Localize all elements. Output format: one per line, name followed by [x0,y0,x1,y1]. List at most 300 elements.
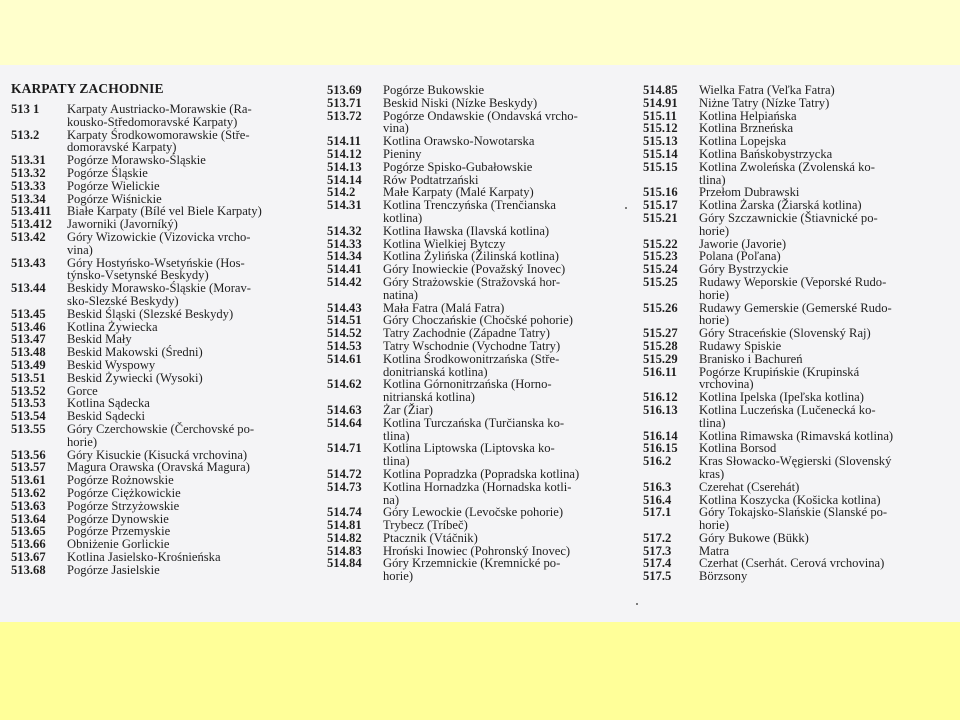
region-name: kousko-Středomoravské Karpaty) [67,114,238,129]
entry-row [327,404,627,417]
entry-row [11,308,311,321]
region-name: Kotlina Zwoleńska (Zvolenská ko- [699,159,875,174]
entry-row [327,532,627,545]
entry-row [11,385,311,398]
region-name: Tatry Zachodnie (Západne Tatry) [383,326,550,341]
region-name: týnsko-Vsetynské Beskydy) [67,268,209,283]
region-name: Pogórze Jasielskie [67,562,160,577]
entry-row [327,276,627,289]
region-name: Magura Orawska (Oravská Magura) [67,460,250,475]
region-name: Kras Słowacko-Węgierski (Slovenský [699,454,892,469]
region-code: 515.22 [643,236,678,251]
region-name: Góry Hostyńsko-Wsetyńskie (Hos- [67,255,245,270]
entry-list [327,84,627,583]
region-code: 513.65 [11,524,46,539]
entry-row [643,250,943,263]
region-name: Niżne Tatry (Nízke Tatry) [699,95,830,110]
region-name: Pogórze Spisko-Gubałowskie [383,159,533,174]
region-name: nitrianská kotlina) [383,390,475,405]
region-name: horie) [699,313,730,328]
region-name: Hroński Inowiec (Pohronský Inovec) [383,543,571,558]
region-code [643,417,699,430]
region-code: 513.2 [11,127,40,142]
region-name: tlina) [383,428,410,443]
region-name: domoravské Karpaty) [67,140,177,155]
region-code: 513.411 [11,204,52,219]
entry-row [327,417,627,430]
entry-continuation-row [327,391,627,404]
region-code [643,225,699,238]
region-name: Wielka Fatra (Veľka Fatra) [699,83,835,97]
region-code: 515.12 [643,121,678,136]
region-code: 513.71 [327,95,362,110]
region-code: 515.23 [643,249,678,264]
region-name: Kotlina Wielkiej Bytczy [383,236,506,251]
region-code: 517.5 [643,569,672,584]
region-code [327,289,383,302]
region-code: 513.56 [11,447,46,462]
region-code: 513.67 [11,549,46,564]
region-code: 513.69 [327,83,362,97]
region-code: 513.47 [11,332,46,347]
region-name: vrchovina) [699,377,754,392]
region-code: 515.15 [643,159,678,174]
region-code: 514.73 [327,479,362,494]
entry-row [643,391,943,404]
entry-continuation-row [327,212,627,225]
region-code: 514.32 [327,223,362,238]
region-code: 516.15 [643,441,678,456]
region-code: 513.43 [11,255,46,270]
entry-row [11,180,311,193]
region-name: sko-Slezské Beskydy) [67,293,179,308]
region-code: 516.14 [643,428,678,443]
region-name: Pogórze Strzyżowskie [67,498,180,513]
region-name: Kotlina Żywiecka [67,319,158,334]
region-code: 517.3 [643,543,672,558]
region-code: 513.34 [11,191,46,206]
region-name: Kotlina Jasielsko-Krośnieńska [67,549,221,564]
section-heading: KARPATY ZACHODNIE [11,81,164,96]
region-code: 514.83 [327,543,362,558]
column-3 [643,84,943,583]
region-name: horie) [383,569,414,584]
top-background-band [0,0,960,65]
entry-row [643,122,943,135]
entry-row [327,161,627,174]
entry-row [11,321,311,334]
region-name: horie) [699,287,730,302]
region-code: 514.2 [327,185,356,200]
region-name: Rudawy Weporskie (Veporské Rudo- [699,274,887,289]
region-name: Jaworie (Javorie) [699,236,787,251]
region-code [643,289,699,302]
region-name: Beskid Żywiecki (Wysoki) [67,370,203,385]
entry-row [11,397,311,410]
entry-row [643,532,943,545]
column-2 [327,84,627,583]
region-code: 516.2 [643,454,672,469]
entry-continuation-row [327,289,627,302]
region-name: Góry Wizowickie (Vizovicka vrcho- [67,229,251,244]
region-name: Góry Lewockie (Levočske pohorie) [383,505,564,520]
region-code: 514.13 [327,159,362,174]
entry-row [643,455,943,468]
entry-row [327,340,627,353]
entry-row [327,199,627,212]
entry-continuation-row [327,570,627,583]
scan-speck [625,207,627,209]
region-name: Pogórze Ciężkowickie [67,485,181,500]
entry-row [11,103,311,116]
entry-row [11,500,311,513]
region-name: Börzsony [699,569,748,584]
region-code: 514.61 [327,351,362,366]
region-name: Kotlina Żylińska (Žilinská kotlina) [383,249,559,264]
bottom-background-band [0,622,960,720]
region-name: Kotlina Hornadzka (Hornadska kotli- [383,479,572,494]
region-name: Pogórze Przemyskie [67,524,171,539]
region-name: Beskid Mały [67,332,132,347]
entry-row [643,148,943,161]
region-code: 514.43 [327,300,362,315]
region-code: 517.4 [643,556,672,571]
region-name: Pogórze Bukowskie [383,83,485,97]
region-code: 513.57 [11,460,46,475]
scanned-page [0,65,960,622]
region-code: 515.13 [643,134,678,149]
region-code: 514.51 [327,313,362,328]
region-name: Beskid Niski (Nízke Beskydy) [383,95,538,110]
entry-row [643,506,943,519]
region-code: 514.91 [643,95,678,110]
region-code: 514.62 [327,377,362,392]
region-name: Czerhat (Cserhát. Cerová vrchovina) [699,556,885,571]
region-code: 515.17 [643,198,678,213]
region-code: 513.32 [11,165,46,180]
region-code [327,570,383,583]
region-code: 514.53 [327,338,362,353]
region-name: Mała Fatra (Malá Fatra) [383,300,505,315]
region-name: Kotlina Bańskobystrzycka [699,146,833,161]
region-name: Rudawy Gemerskie (Gemerské Rudo- [699,300,892,315]
region-name: Kotlina Orawsko-Nowotarska [383,134,535,149]
region-name: Kotlina Lopejska [699,134,787,149]
region-name: Przełom Dubrawski [699,185,800,200]
region-code: 516.12 [643,390,678,405]
entry-row [327,519,627,532]
region-code: 513.62 [11,485,46,500]
region-code: 514.74 [327,505,362,520]
region-code: 515.26 [643,300,678,315]
region-code: 513 1 [11,102,40,116]
region-name: Kotlina Sądecka [67,396,150,411]
region-name: Kotlina Helpiańska [699,108,797,123]
region-code [327,455,383,468]
region-code: 514.52 [327,326,362,341]
region-name: natina) [383,287,418,302]
entry-row [643,327,943,340]
region-name: Pogórze Śląskie [67,165,148,180]
entry-row [11,346,311,359]
region-name: Pogórze Rożnowskie [67,473,174,488]
region-name: Pogórze Ondawskie (Ondavská vrcho- [383,108,578,123]
region-name: Góry Krzemnickie (Kremnické po- [383,556,561,571]
region-code: 517.1 [643,505,672,520]
entry-row [643,212,943,225]
region-name: tlina) [699,415,726,430]
region-name: Kotlina Brzneńska [699,121,794,136]
entry-row [643,481,943,494]
region-name: Polana (Poľana) [699,249,781,264]
region-name: Obniżenie Gorlickie [67,537,170,552]
region-name: Kotlina Ipelska (Ipeľska kotlina) [699,390,864,405]
region-code: 513.64 [11,511,46,526]
region-code: 514.85 [643,83,678,97]
entry-row [11,372,311,385]
entry-row [327,97,627,110]
entry-row [327,148,627,161]
entry-row [11,359,311,372]
entry-continuation-row [643,289,943,302]
region-code [327,391,383,404]
entry-row [643,97,943,110]
entry-row [11,423,311,436]
entry-row [11,551,311,564]
region-code: 515.16 [643,185,678,200]
region-name: Góry Straceńskie (Slovenský Raj) [699,326,871,341]
entry-row [643,238,943,251]
entry-continuation-row [11,244,311,257]
entry-continuation-row [643,417,943,430]
entry-row [327,557,627,570]
region-name: tlina) [699,172,726,187]
region-name: Jaworniki (Javorníký) [67,217,178,232]
region-name: Pogórze Krupińskie (Krupinská [699,364,860,379]
region-code: 514.81 [327,518,362,533]
entry-continuation-row [643,519,943,532]
region-code: 514.41 [327,262,362,277]
region-name: Kotlina Luczeńska (Lučenecká ko- [699,402,876,417]
region-name: Karpaty Środkowomorawskie (Stře- [67,127,250,142]
entry-row [643,161,943,174]
region-name: Góry Kisuckie (Kisucká vrchovina) [67,447,248,462]
entry-continuation-row [11,295,311,308]
region-name: Beskid Sądecki [67,409,145,424]
region-name: Góry Czerchowskie (Čerchovské po- [67,421,255,436]
region-code [11,295,67,308]
region-name: Góry Bystrzyckie [699,262,789,277]
region-code: 513.53 [11,396,46,411]
region-code: 513.45 [11,306,46,321]
region-code: 515.29 [643,351,678,366]
entry-continuation-row [643,225,943,238]
entry-row [327,468,627,481]
entry-row [643,276,943,289]
region-code: 515.14 [643,146,678,161]
region-code: 513.61 [11,473,46,488]
region-name: Matra [699,543,730,558]
region-code: 517.2 [643,530,672,545]
region-name: Ptacznik (Vtáčnik) [383,530,478,545]
region-name: horie) [699,223,730,238]
region-code: 515.25 [643,274,678,289]
entry-list [11,103,311,576]
region-code [11,436,67,449]
entry-row [643,84,943,97]
region-code: 514.63 [327,402,362,417]
region-name: Rów Podtatrzański [383,172,479,187]
region-name: Pogórze Dynowskie [67,511,169,526]
region-name: Kotlina Borsod [699,441,777,456]
entry-continuation-row [11,116,311,129]
region-name: horie) [699,518,730,533]
region-name: Tatry Wschodnie (Vychodne Tatry) [383,338,561,353]
entry-row [327,110,627,123]
region-code: 514.42 [327,274,362,289]
region-name: Branisko i Bachureń [699,351,803,366]
region-code [11,244,67,257]
entry-row [643,366,943,379]
region-code: 513.44 [11,281,46,296]
region-code: 515.24 [643,262,678,277]
region-code: 513.42 [11,229,46,244]
region-name: Pogórze Morawsko-Śląskie [67,153,206,168]
region-name: Rudawy Spiskie [699,338,782,353]
region-name: kras) [699,466,725,481]
entry-row [11,487,311,500]
region-name: Góry Choczańskie (Chočské pohorie) [383,313,573,328]
region-code [327,212,383,225]
entry-row [11,167,311,180]
region-name: Góry Inowieckie (Považský Inovec) [383,262,566,277]
region-code: 515.21 [643,210,678,225]
region-name: Kotlina Iławska (Ilavská kotlina) [383,223,550,238]
region-code: 514.11 [327,134,361,149]
entry-row [327,506,627,519]
region-code: 514.71 [327,441,362,456]
scan-speck [636,603,638,605]
region-code [643,468,699,481]
region-name: Beskid Śląski (Slezské Beskydy) [67,306,234,321]
entry-row [11,231,311,244]
entry-row [11,410,311,423]
region-code: 513.55 [11,421,46,436]
region-code [643,519,699,532]
entry-row [643,302,943,315]
region-code: 513.72 [327,108,362,123]
region-name: Góry Bukowe (Bükk) [699,530,809,545]
region-code: 516.3 [643,479,672,494]
region-name: vina) [383,121,409,136]
entry-row [327,353,627,366]
region-name: na) [383,492,400,507]
region-name: Kotlina Turczańska (Turčianska ko- [383,415,565,430]
region-name: Białe Karpaty (Bílé vel Biele Karpaty) [67,204,262,219]
region-code: 514.64 [327,415,362,430]
region-code: 514.72 [327,466,362,481]
region-code: 515.27 [643,326,678,341]
entry-row [327,442,627,455]
region-name: Beskidy Morawsko-Śląskie (Morav- [67,281,251,296]
region-code: 513.48 [11,345,46,360]
entry-row [11,538,311,551]
region-code: 513.66 [11,537,46,552]
entry-continuation-row [327,455,627,468]
region-code: 513.68 [11,562,46,577]
entry-row [11,474,311,487]
region-name: donitrianská kotlina) [383,364,488,379]
entry-row [11,154,311,167]
region-code: 514.34 [327,249,362,264]
region-name: Pogórze Wielickie [67,178,160,193]
region-name: Żar (Žiar) [383,402,433,417]
region-name: Góry Szczawnickie (Štiavnické po- [699,210,878,225]
region-code: 513.52 [11,383,46,398]
region-name: Góry Strażowskie (Stražovská hor- [383,274,561,289]
region-name: Beskid Makowski (Średni) [67,345,203,360]
region-name: Kotlina Liptowska (Liptovska ko- [383,441,555,456]
region-name: Kotlina Popradzka (Popradska kotlina) [383,466,580,481]
region-name: Czerehat (Cserehát) [699,479,800,494]
region-code: 513.46 [11,319,46,334]
entry-row [643,404,943,417]
region-code: 514.12 [327,146,362,161]
region-code: 513.412 [11,217,52,232]
column-1 [11,81,311,576]
region-code: 515.28 [643,338,678,353]
region-code: 514.14 [327,172,362,187]
entry-row [327,84,627,97]
region-name: Kotlina Środkowonitrzańska (Stře- [383,351,560,366]
region-name: Kotlina Rimawska (Rimavská kotlina) [699,428,894,443]
region-code: 513.51 [11,370,46,385]
region-name: Pieniny [383,146,422,161]
region-name: horie) [67,434,98,449]
region-code: 513.33 [11,178,46,193]
entry-row [327,481,627,494]
entry-row [327,225,627,238]
entry-row [327,378,627,391]
entry-row [643,557,943,570]
region-name: Góry Tokajsko-Slańskie (Slanské po- [699,505,888,520]
region-code: 516.11 [643,364,677,379]
entry-row [643,110,943,123]
entry-row [11,564,311,577]
region-name: Pogórze Wiśnickie [67,191,162,206]
region-name: Kotlina Trenczyńska (Trenčianska [383,198,557,213]
region-name: kotlina) [383,210,423,225]
region-code: 513.63 [11,498,46,513]
entry-row [643,340,943,353]
region-code: 513.54 [11,409,46,424]
region-code: 514.31 [327,198,362,213]
entry-row [643,353,943,366]
region-code: 513.31 [11,153,46,168]
entry-row [643,430,943,443]
entry-continuation-row [11,436,311,449]
region-code: 515.11 [643,108,677,123]
region-name: Trybecz (Tríbeč) [383,518,468,533]
region-name: Karpaty Austriacko-Morawskie (Ra- [67,102,252,116]
region-code: 516.4 [643,492,672,507]
region-name: Kotlina Żarska (Žiarská kotlina) [699,198,862,213]
region-name: Gorce [67,383,98,398]
region-code: 513.49 [11,357,46,372]
region-name: Kotlina Górnonitrzańska (Horno- [383,377,552,392]
entry-continuation-row [643,468,943,481]
region-name: vina) [67,242,93,257]
